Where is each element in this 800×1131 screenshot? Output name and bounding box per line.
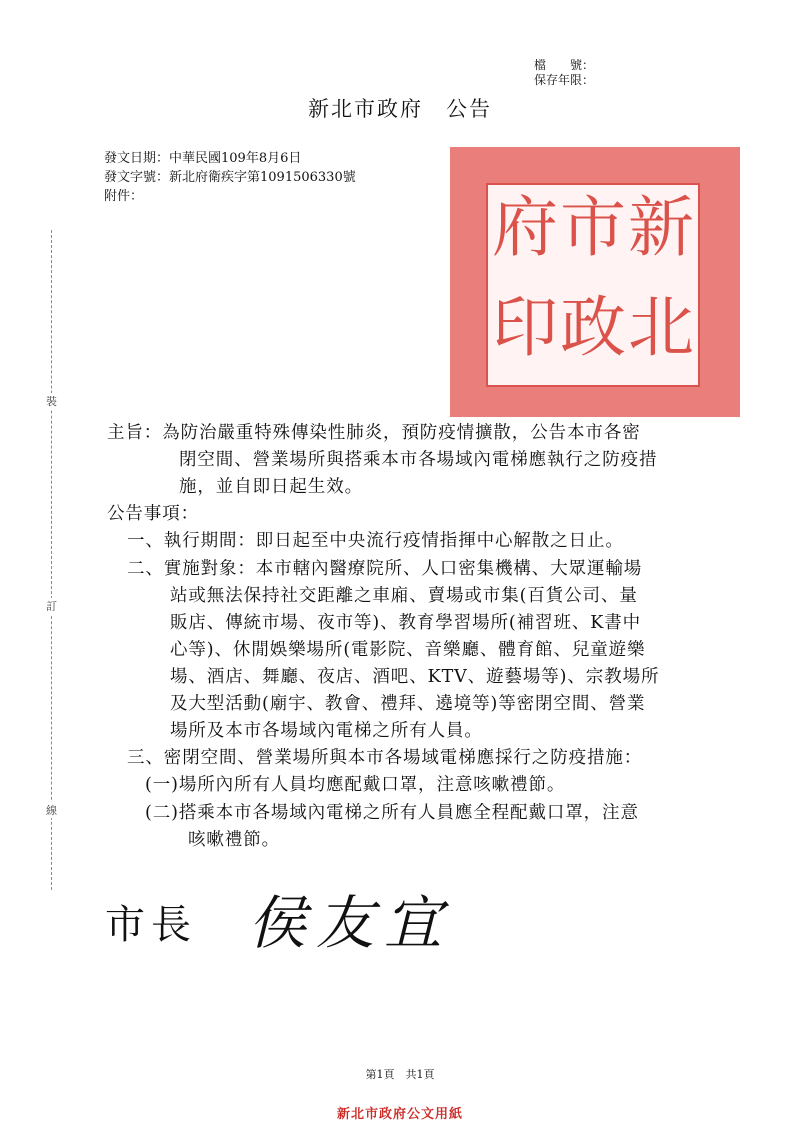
notice-item-2-line: 販店、傳統市場、夜市等)、教育學習場所(補習班、K書中 xyxy=(170,613,642,633)
notice-subitem-1: (一)場所內所有人員均應配戴口罩，注意咳嗽禮節。 xyxy=(145,775,566,795)
notice-item-2-line: 及大型活動(廟宇、教會、禮拜、遶境等)等密閉空間、營業 xyxy=(170,694,646,714)
notice-heading: 公告事項： xyxy=(107,504,199,524)
subject-line-2: 閉空間、營業場所與搭乘本市各場域內電梯應執行之防疫措 xyxy=(179,450,658,470)
dispatch-date: 發文日期：中華民國109年8月6日 xyxy=(104,151,302,166)
dispatch-reference-number: 發文字號：新北府衛疾字第1091506330號 xyxy=(104,170,356,185)
official-seal xyxy=(450,147,740,417)
notice-item-2-line: 心等)、休閒娛樂場所(電影院、音樂廳、體育館、兒童遊樂 xyxy=(170,640,646,660)
mayor-signature: 侯友宜 xyxy=(248,889,453,957)
notice-item-2-line: 站或無法保持社交距離之車廂、賣場或市集(百貨公司、量 xyxy=(170,586,638,606)
seal-char: 市 xyxy=(560,189,626,266)
notice-subitem-2-line: (二)搭乘本市各場域內電梯之所有人員應全程配戴口罩，注意 xyxy=(145,803,639,823)
file-number-label: 檔 號： xyxy=(534,58,595,72)
seal-char: 北 xyxy=(628,289,694,366)
binding-line xyxy=(51,230,52,890)
binding-mark-zhuang: 裝 xyxy=(46,395,57,408)
page-title: 新北市政府 公告 xyxy=(308,97,492,121)
seal-char: 印 xyxy=(492,289,558,366)
page-number: 第1頁 共1頁 xyxy=(365,1068,435,1081)
subject-line-3: 施，並自即日起生效。 xyxy=(179,477,363,497)
notice-subitem-2-line: 咳嗽禮節。 xyxy=(188,830,280,850)
notice-item-2-line: 場所及本市各場域內電梯之所有人員。 xyxy=(170,721,483,741)
seal-char: 政 xyxy=(560,289,626,366)
notice-item-2-line: 二、實施對象：本市轄內醫療院所、人口密集機構、大眾運輸場 xyxy=(127,559,643,579)
notice-item-3: 三、密閉空間、營業場所與本市各場域電梯應採行之防疫措施： xyxy=(127,748,643,768)
letterhead-footer: 新北市政府公文用紙 xyxy=(336,1107,463,1122)
binding-mark-ding: 訂 xyxy=(46,600,57,613)
seal-char: 府 xyxy=(492,189,558,266)
attachment-label: 附件： xyxy=(104,189,144,204)
seal-frame xyxy=(486,183,700,387)
notice-item-2-line: 場、酒店、舞廳、夜店、酒吧、KTV、遊藝場等)、宗教場所 xyxy=(170,667,660,687)
binding-mark-xian: 線 xyxy=(46,804,57,817)
seal-char: 新 xyxy=(628,189,694,266)
retention-period-label: 保存年限： xyxy=(534,73,595,87)
notice-item-1: 一、執行期間：即日起至中央流行疫情指揮中心解散之日止。 xyxy=(127,531,624,551)
mayor-title: 市長 xyxy=(105,902,197,948)
subject-line-1: 主旨：為防治嚴重特殊傳染性肺炎，預防疫情擴散，公告本市各密 xyxy=(107,423,641,443)
